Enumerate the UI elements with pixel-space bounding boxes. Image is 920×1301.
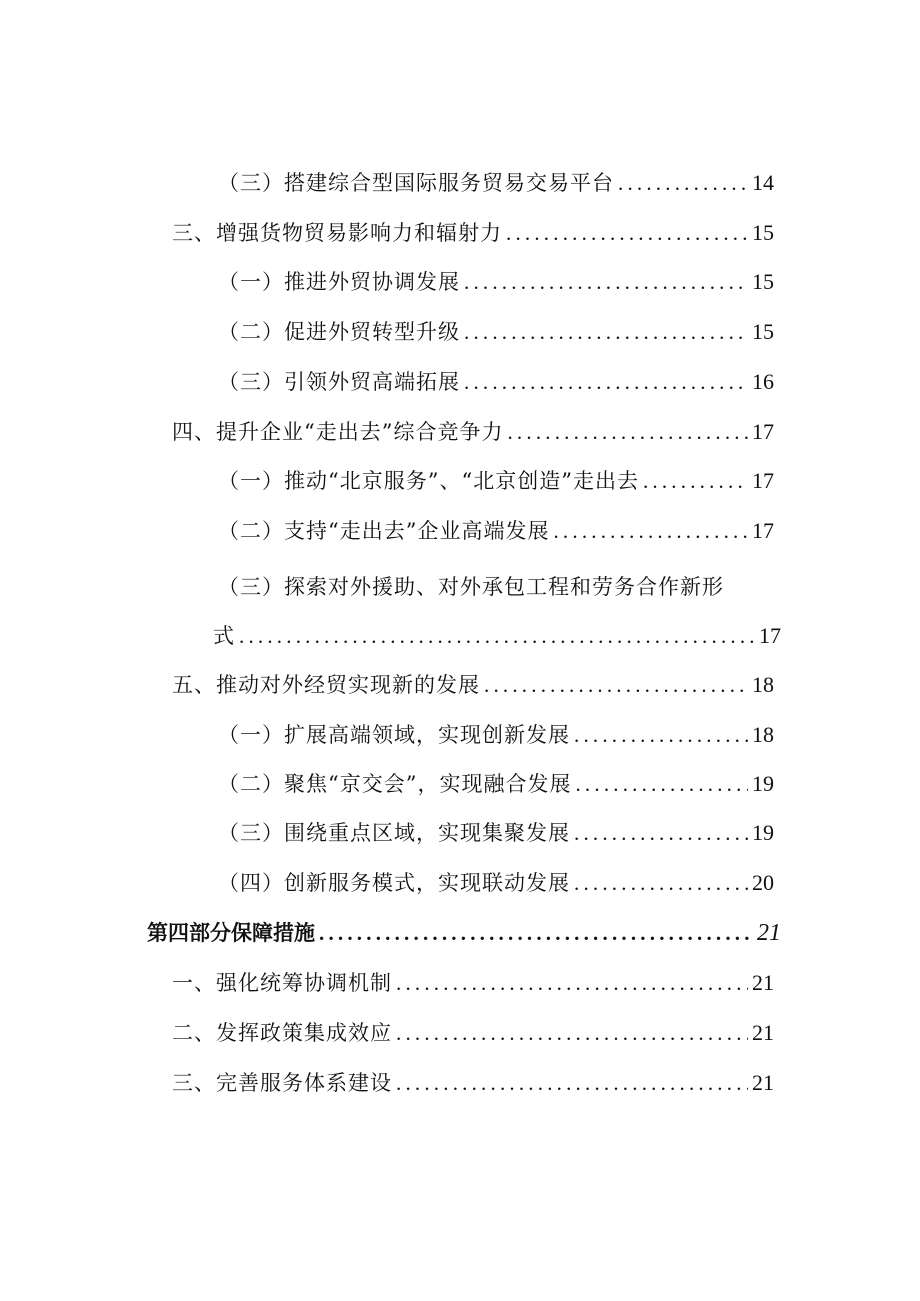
toc-entry-title: （一）推动“北京服务”、“北京创造”走出去 <box>218 469 639 493</box>
toc-leader-dots <box>396 1018 748 1048</box>
toc-entry-page: 16 <box>752 369 774 394</box>
toc-entry[interactable] <box>218 466 774 496</box>
toc-entry-page: 15 <box>752 269 774 294</box>
toc-entry-title-wrapped[interactable]: （三）探索对外援助、对外承包工程和劳务合作新形 <box>218 575 724 599</box>
toc-part-heading[interactable] <box>147 918 781 948</box>
toc-entry[interactable] <box>218 868 774 898</box>
toc-entry-title: 三、完善服务体系建设 <box>172 1071 392 1095</box>
toc-entry-title: 五、推动对外经贸实现新的发展 <box>172 673 480 697</box>
toc-entry-page: 21 <box>752 1070 774 1095</box>
toc-leader-dots <box>574 868 748 898</box>
toc-entry-title: 二、发挥政策集成效应 <box>172 1021 392 1045</box>
toc-entry[interactable] <box>218 267 774 297</box>
toc-entry-title: （三）搭建综合型国际服务贸易交易平台 <box>218 171 614 195</box>
toc-entry[interactable] <box>218 769 774 799</box>
toc-entry-title: （二）支持“走出去”企业高端发展 <box>218 519 550 543</box>
toc-leader-dots <box>574 720 748 750</box>
toc-entry[interactable] <box>172 1018 774 1048</box>
toc-entry-page: 21 <box>757 920 781 946</box>
toc-entry-page: 17 <box>759 623 781 648</box>
toc-entry-title: （三）围绕重点区域，实现集聚发展 <box>218 821 570 845</box>
toc-entry-page: 15 <box>752 220 774 245</box>
toc-leader-dots <box>396 968 748 998</box>
toc-leader-dots <box>464 317 748 347</box>
toc-leader-dots <box>239 621 755 651</box>
toc-entry-page: 20 <box>752 870 774 895</box>
toc-leader-dots <box>464 267 748 297</box>
toc-leader-dots <box>575 769 748 799</box>
toc-entry-title: （四）创新服务模式，实现联动发展 <box>218 871 570 895</box>
toc-entry-page: 21 <box>752 1020 774 1045</box>
toc-entry-page: 19 <box>752 771 774 796</box>
toc-entry[interactable] <box>172 670 774 700</box>
toc-entry-page: 14 <box>752 170 774 195</box>
toc-entry[interactable] <box>172 968 774 998</box>
toc-entry[interactable] <box>218 317 774 347</box>
toc-entry-title: 第四部分保障措施 <box>147 920 315 945</box>
toc-entry-page: 17 <box>752 468 774 493</box>
toc-entry-page: 18 <box>752 672 774 697</box>
toc-entry[interactable] <box>218 367 774 397</box>
toc-entry-title: （三）引领外贸高端拓展 <box>218 370 460 394</box>
toc-entry-page: 19 <box>752 820 774 845</box>
toc-entry-title: 式 <box>213 624 235 648</box>
toc-leader-dots <box>553 516 748 546</box>
toc-entry-page: 15 <box>752 319 774 344</box>
toc-leader-dots <box>506 218 748 248</box>
toc-entry[interactable] <box>218 168 774 198</box>
toc-leader-dots <box>319 918 753 948</box>
toc-entry-page: 17 <box>752 518 774 543</box>
toc-entry[interactable] <box>172 417 774 447</box>
toc-entry-page: 21 <box>752 970 774 995</box>
toc-entry-title: （二）促进外贸转型升级 <box>218 320 460 344</box>
toc-leader-dots <box>507 417 748 447</box>
toc-entry-title: （二）聚焦“京交会”，实现融合发展 <box>218 772 572 796</box>
toc-entry-title: 三、增强货物贸易影响力和辐射力 <box>172 221 502 245</box>
toc-entry[interactable] <box>172 1068 774 1098</box>
toc-entry[interactable] <box>218 818 774 848</box>
toc-entry[interactable] <box>172 218 774 248</box>
toc-entry-title: （一）扩展高端领域，实现创新发展 <box>218 723 570 747</box>
toc-entry-title: 一、强化统筹协调机制 <box>172 971 392 995</box>
toc-entry-page: 18 <box>752 722 774 747</box>
toc-entry-title: （一）推进外贸协调发展 <box>218 270 460 294</box>
toc-entry-title: 四、提升企业“走出去”综合竞争力 <box>172 420 504 444</box>
toc-leader-dots <box>643 466 748 496</box>
toc-entry[interactable] <box>218 720 774 750</box>
toc-leader-dots <box>484 670 748 700</box>
toc-entry-continuation[interactable] <box>213 621 781 651</box>
toc-entry[interactable] <box>218 516 774 546</box>
toc-leader-dots <box>618 168 748 198</box>
toc-leader-dots <box>464 367 748 397</box>
toc-entry-page: 17 <box>752 419 774 444</box>
toc-leader-dots <box>574 818 748 848</box>
toc-leader-dots <box>396 1068 748 1098</box>
